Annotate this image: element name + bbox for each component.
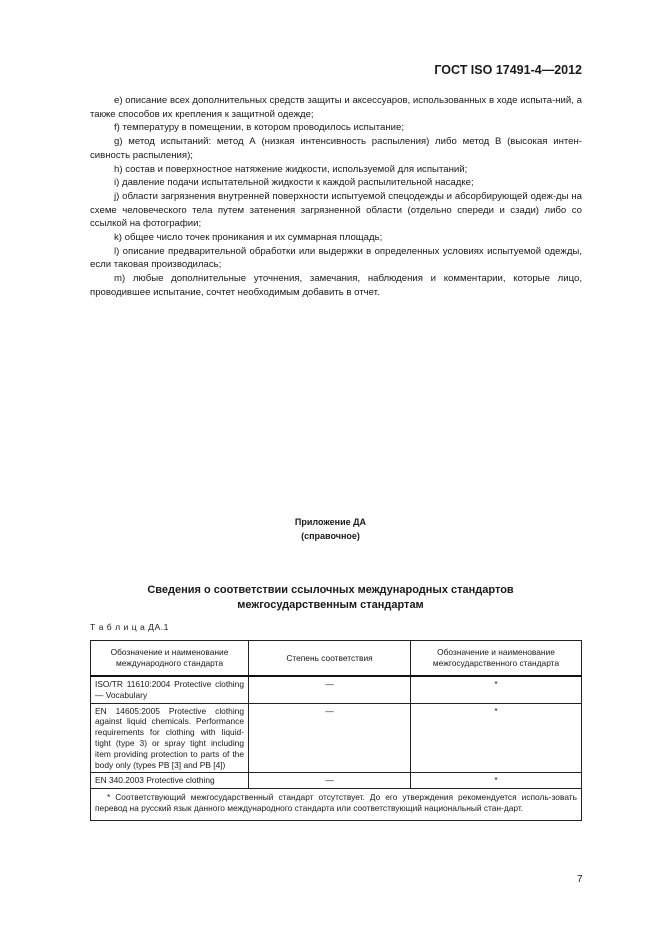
column-header: Степень соответствия [249, 641, 411, 677]
standards-table [90, 640, 582, 821]
table-cell: — [249, 676, 411, 703]
table-row [91, 703, 582, 773]
table-row [91, 773, 582, 789]
table-cell: ISO/TR 11610:2004 Protective clothing — Vocabulary [91, 676, 249, 703]
table-row [91, 676, 582, 703]
column-header: Обозначение и наименование межгосударственного стандарта [411, 641, 582, 677]
list-item: k) общее число точек проникания и их суммарная площадь; [114, 232, 383, 244]
table-cell: * [411, 703, 582, 773]
list-item: j) области загрязнения внутренней поверхности испытуемой спецодежды и абсорбирующей одеж-ды на схеме человеческого тела путем затенения загрязненной области (отдельно спереди и сзади) либо со ссылкой на фотографии; [90, 190, 582, 230]
list-item: h) состав и поверхностное натяжение жидкости, используемой для испытаний; [114, 163, 468, 175]
table-cell: — [249, 703, 411, 773]
list-item: i) давление подачи испытательной жидкости к каждой распылительной насадке; [114, 177, 474, 189]
section-heading-line2: межгосударственным стандартам [237, 599, 424, 611]
section-heading-line1: Сведения о соответствии ссылочных международных стандартов [147, 584, 514, 596]
document-header: ГОСТ ISO 17491-4—2012 [434, 63, 582, 77]
table-cell: EN 14605:2005 Protective clothing against liquid chemicals. Performance requirements for clothing with liquid-tight (type 3) or spray tight including item providing protection to parts of the body only (types PB [3] and PB [4]) [91, 703, 249, 773]
list-item: f) температуру в помещении, в котором проводилось испытание; [114, 122, 405, 134]
list-item: l) описание предварительной обработки или выдержки в определенных условиях испытуемой одежды, если таковая производилась; [90, 245, 582, 271]
column-header: Обозначение и наименование международного стандарта [91, 641, 249, 677]
table-cell: * [411, 773, 582, 789]
table-cell: * [411, 676, 582, 703]
report-items [90, 94, 582, 300]
table-footnote-row [91, 789, 582, 821]
table-header-row [91, 641, 582, 677]
appendix-title: Приложение ДА [294, 517, 367, 527]
appendix-subtitle: (справочное) [301, 531, 360, 541]
table-label: Т а б л и ц а ДА.1 [90, 622, 169, 632]
list-item: m) любые дополнительные уточнения, замечания, наблюдения и комментарии, которые лицо, проводившее испытание, сочтет необходимым добавить в отчет. [90, 273, 582, 298]
page-number: 7 [577, 874, 583, 885]
table-footnote: * Соответствующий межгосударственный стандарт отсутствует. До его утверждения рекомендуется исполь-зовать перевод на русский язык данного международного стандарта или соответствующий национальный стан-дарт. [91, 789, 582, 821]
list-item: g) метод испытаний: метод А (низкая интенсивность распыления) либо метод В (высокая интен-сивность распыления); [90, 136, 582, 161]
table-cell: EN 340.2003 Protective clothing [91, 773, 249, 789]
list-item: e) описание всех дополнительных средств защиты и аксессуаров, использованных в ходе испыта-ний, а также способов их крепления к защитной одежде; [90, 95, 582, 120]
table-cell: — [249, 773, 411, 789]
